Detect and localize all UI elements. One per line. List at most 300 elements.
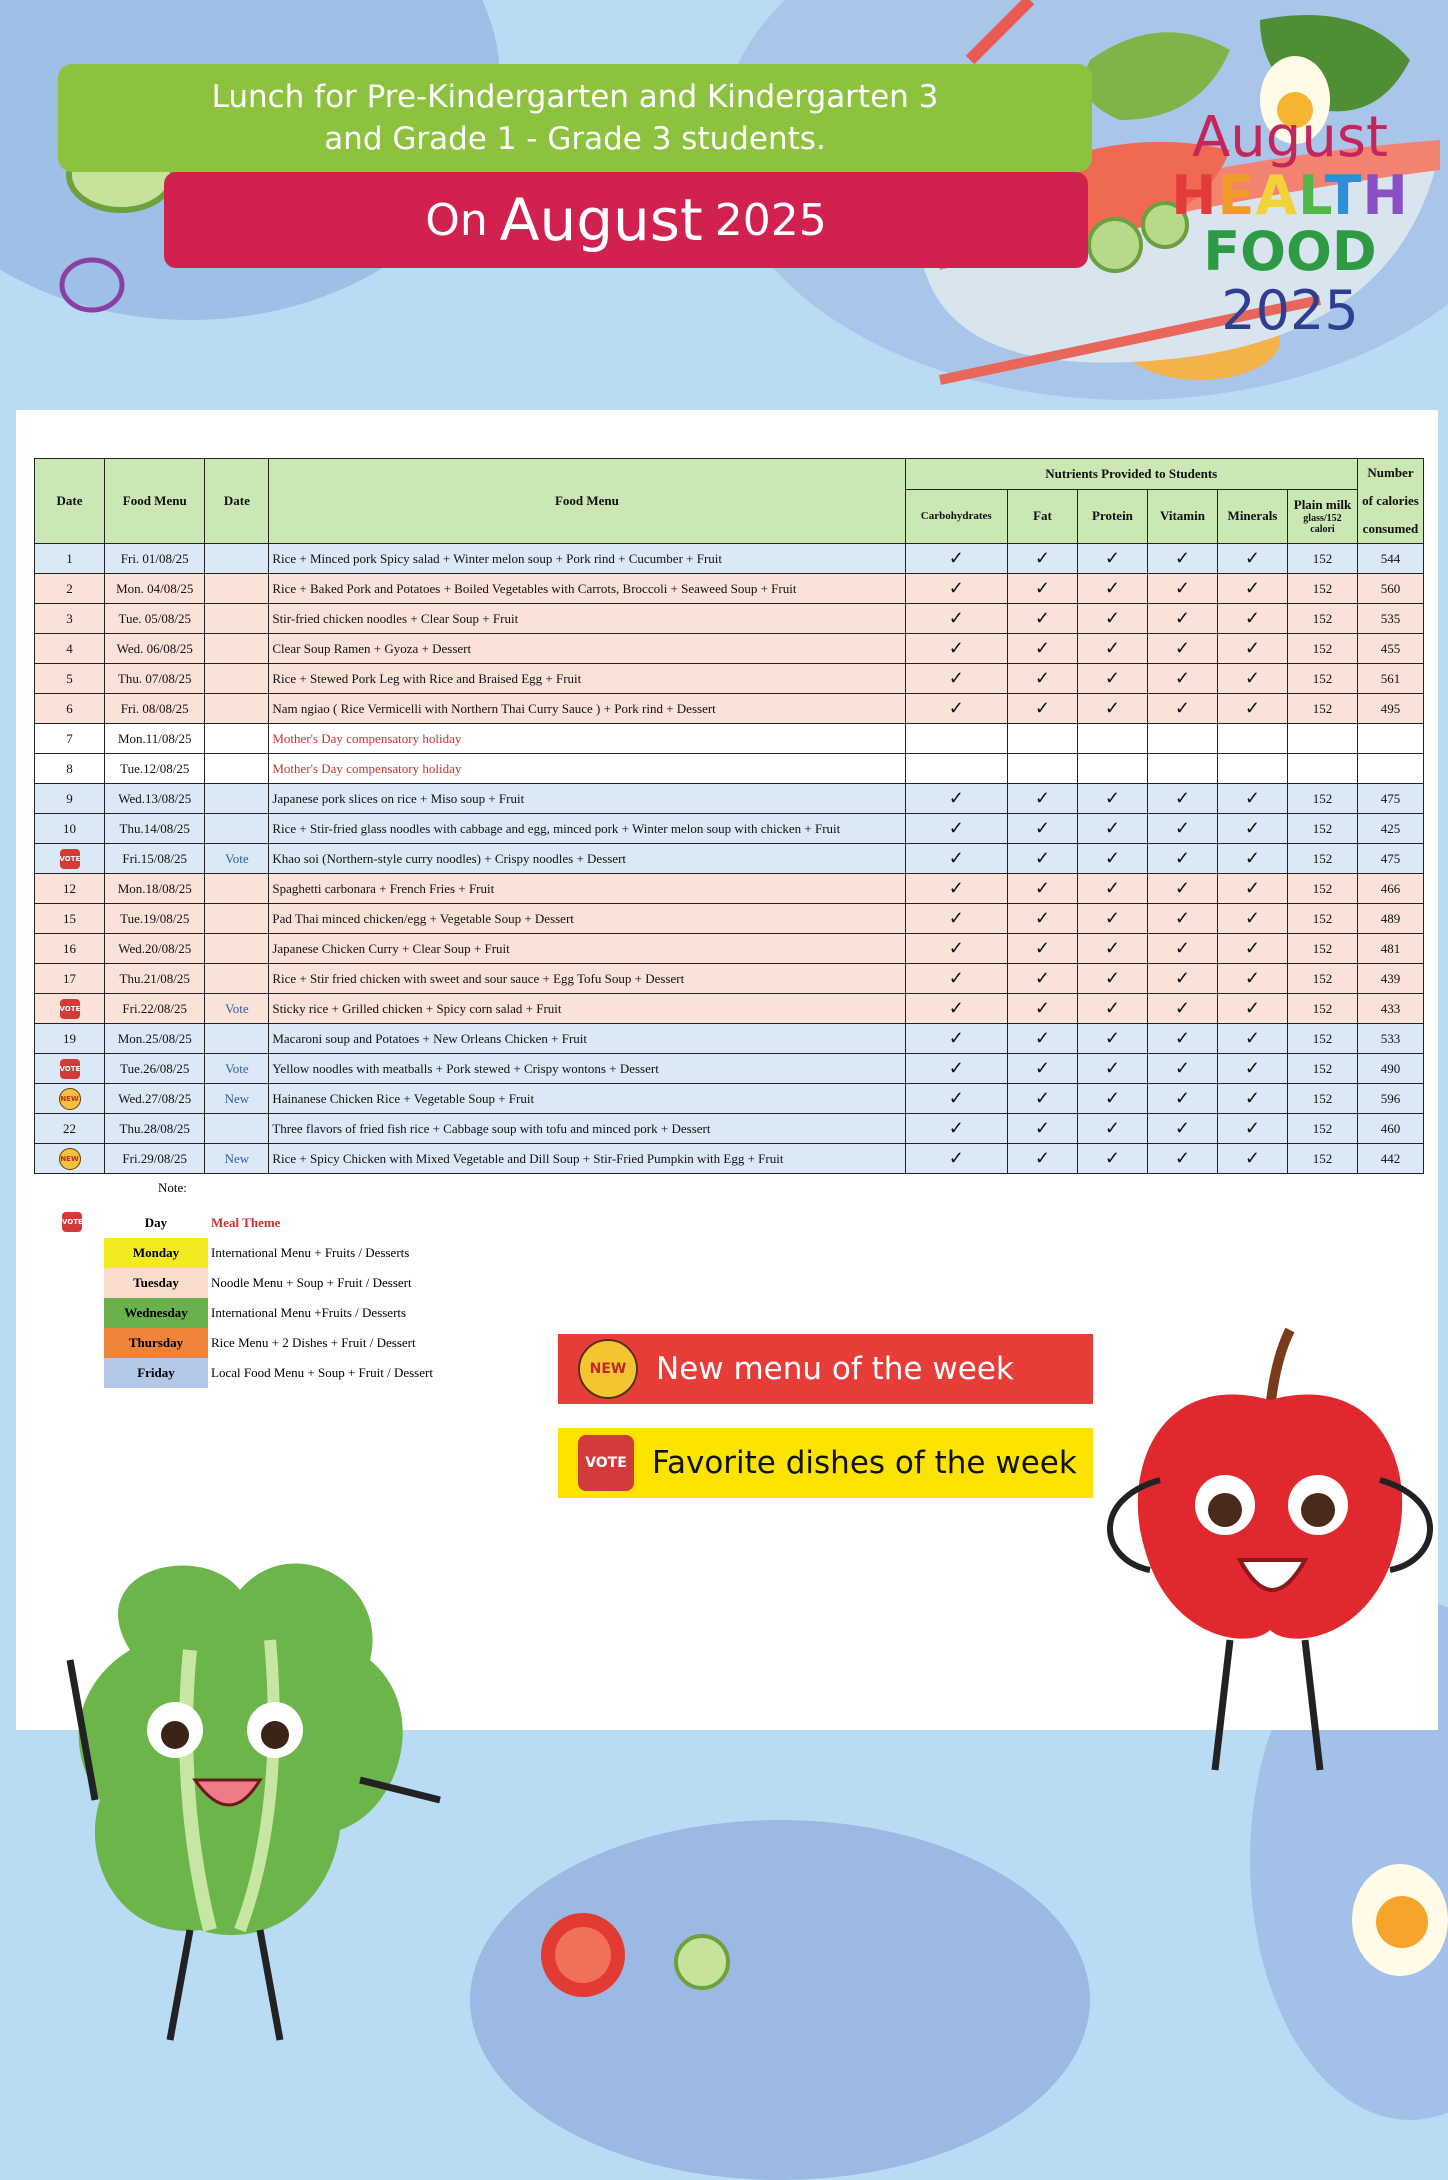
check-minerals: ✓ <box>1217 604 1287 634</box>
row-date: Thu.14/08/25 <box>105 814 205 844</box>
row-menu: Spaghetti carbonara + French Fries + Fruit <box>269 874 905 904</box>
row-menu: Mother's Day compensatory holiday <box>269 754 905 784</box>
check-protein: ✓ <box>1077 844 1147 874</box>
legend-day: Monday <box>104 1238 208 1268</box>
row-tag <box>205 964 269 994</box>
logo-health-letter: E <box>1217 164 1256 227</box>
row-calories: 475 <box>1357 844 1423 874</box>
audience-line-2: and Grade 1 - Grade 3 students. <box>324 121 826 157</box>
table-row <box>35 1144 1424 1174</box>
row-menu: Nam ngiao ( Rice Vermicelli with Northern Thai Curry Sauce ) + Pork rind + Dessert <box>269 694 905 724</box>
check-vitamin: ✓ <box>1147 544 1217 574</box>
check-protein: ✓ <box>1077 814 1147 844</box>
check-vitamin: ✓ <box>1147 1144 1217 1174</box>
check-carb: ✓ <box>905 1054 1007 1084</box>
check-carb: ✓ <box>905 844 1007 874</box>
row-number: 8 <box>35 754 105 784</box>
row-tag: Vote <box>205 1054 269 1084</box>
row-menu: Pad Thai minced chicken/egg + Vegetable Soup + Dessert <box>269 904 905 934</box>
row-calories: 439 <box>1357 964 1423 994</box>
row-milk: 152 <box>1287 814 1357 844</box>
legend-body <box>104 1208 436 1388</box>
row-badge-cell <box>35 1054 105 1084</box>
row-calories: 560 <box>1357 574 1423 604</box>
check-carb: ✓ <box>905 934 1007 964</box>
empty-cell <box>1217 724 1287 754</box>
check-minerals: ✓ <box>1217 664 1287 694</box>
legend-row <box>104 1238 436 1268</box>
row-number: 12 <box>35 874 105 904</box>
row-tag <box>205 604 269 634</box>
egg-half <box>1340 1860 1448 1980</box>
table-row <box>35 874 1424 904</box>
row-menu: Japanese Chicken Curry + Clear Soup + Fruit <box>269 934 905 964</box>
check-carb: ✓ <box>905 1114 1007 1144</box>
table-row <box>35 934 1424 964</box>
row-date: Wed.27/08/25 <box>105 1084 205 1114</box>
new-icon: NEW <box>59 1088 81 1110</box>
header-fat: Fat <box>1007 489 1077 543</box>
tomato-slice <box>538 1910 628 2000</box>
row-menu: Rice + Stir fried chicken with sweet and sour sauce + Egg Tofu Soup + Dessert <box>269 964 905 994</box>
check-protein: ✓ <box>1077 694 1147 724</box>
check-carb: ✓ <box>905 604 1007 634</box>
header-plain-milk-label: Plain milk <box>1293 497 1352 513</box>
vote-icon: VOTE <box>578 1435 634 1491</box>
row-date: Thu.28/08/25 <box>105 1114 205 1144</box>
check-vitamin: ✓ <box>1147 844 1217 874</box>
row-number: 5 <box>35 664 105 694</box>
row-date: Mon. 04/08/25 <box>105 574 205 604</box>
row-number: 22 <box>35 1114 105 1144</box>
check-fat: ✓ <box>1007 1024 1077 1054</box>
table-row <box>35 1054 1424 1084</box>
check-minerals: ✓ <box>1217 964 1287 994</box>
row-date: Wed.13/08/25 <box>105 784 205 814</box>
check-fat: ✓ <box>1007 1054 1077 1084</box>
check-fat: ✓ <box>1007 604 1077 634</box>
favorite-dishes-callout <box>558 1428 1093 1498</box>
check-fat: ✓ <box>1007 784 1077 814</box>
logo-health-letter: H <box>1362 164 1409 227</box>
row-milk: 152 <box>1287 664 1357 694</box>
row-date: Wed. 06/08/25 <box>105 634 205 664</box>
check-vitamin: ✓ <box>1147 934 1217 964</box>
row-badge-cell <box>35 844 105 874</box>
table-row <box>35 1084 1424 1114</box>
check-fat: ✓ <box>1007 844 1077 874</box>
check-protein: ✓ <box>1077 634 1147 664</box>
legend-row <box>104 1268 436 1298</box>
month-banner-on: On <box>425 194 488 246</box>
header-nutrients: Nutrients Provided to Students <box>905 459 1357 490</box>
row-menu: Three flavors of fried fish rice + Cabbage soup with tofu and minced pork + Dessert <box>269 1114 905 1144</box>
row-menu: Sticky rice + Grilled chicken + Spicy corn salad + Fruit <box>269 994 905 1024</box>
check-minerals: ✓ <box>1217 1114 1287 1144</box>
check-protein: ✓ <box>1077 544 1147 574</box>
row-calories: 544 <box>1357 544 1423 574</box>
check-protein: ✓ <box>1077 664 1147 694</box>
table-row <box>35 784 1424 814</box>
row-menu: Japanese pork slices on rice + Miso soup + Fruit <box>269 784 905 814</box>
row-date: Tue.26/08/25 <box>105 1054 205 1084</box>
legend-theme: Local Food Menu + Soup + Fruit / Dessert <box>211 1365 433 1380</box>
check-vitamin: ✓ <box>1147 664 1217 694</box>
row-date: Tue.19/08/25 <box>105 904 205 934</box>
check-vitamin: ✓ <box>1147 814 1217 844</box>
row-menu: Hainanese Chicken Rice + Vegetable Soup + Fruit <box>269 1084 905 1114</box>
check-protein: ✓ <box>1077 1084 1147 1114</box>
audience-banner <box>58 64 1092 172</box>
check-protein: ✓ <box>1077 994 1147 1024</box>
check-vitamin: ✓ <box>1147 1054 1217 1084</box>
logo-year: 2025 <box>1221 279 1359 342</box>
row-menu: Rice + Stewed Pork Leg with Rice and Braised Egg + Fruit <box>269 664 905 694</box>
legend-day: Friday <box>104 1358 208 1388</box>
audience-line-1: Lunch for Pre-Kindergarten and Kindergarten 3 <box>211 79 939 115</box>
background-shape <box>470 1820 1090 2180</box>
check-protein: ✓ <box>1077 874 1147 904</box>
row-date: Thu.21/08/25 <box>105 964 205 994</box>
row-calories: 433 <box>1357 994 1423 1024</box>
header-carbohydrates: Carbohydrates <box>905 489 1007 543</box>
check-fat: ✓ <box>1007 904 1077 934</box>
check-minerals: ✓ <box>1217 1054 1287 1084</box>
check-protein: ✓ <box>1077 784 1147 814</box>
logo-food: FOOD <box>1203 220 1377 283</box>
row-milk: 152 <box>1287 904 1357 934</box>
apple-character-illustration <box>1100 1320 1440 1790</box>
row-number: 4 <box>35 634 105 664</box>
onion-ring <box>56 254 128 316</box>
check-carb: ✓ <box>905 994 1007 1024</box>
row-calories: 533 <box>1357 1024 1423 1054</box>
row-date: Fri. 01/08/25 <box>105 544 205 574</box>
header-plain-milk <box>1287 489 1357 543</box>
month-banner-year: 2025 <box>714 194 827 246</box>
check-minerals: ✓ <box>1217 544 1287 574</box>
row-menu: Rice + Baked Pork and Potatoes + Boiled Vegetables with Carrots, Broccoli + Seaweed Soup + Fruit <box>269 574 905 604</box>
check-vitamin: ✓ <box>1147 964 1217 994</box>
new-icon: NEW <box>59 1148 81 1170</box>
check-protein: ✓ <box>1077 1054 1147 1084</box>
row-milk: 152 <box>1287 574 1357 604</box>
check-carb: ✓ <box>905 814 1007 844</box>
table-row <box>35 1114 1424 1144</box>
header-plain-milk-unit: glass/152 calori <box>1303 513 1342 536</box>
row-number: 3 <box>35 604 105 634</box>
row-milk: 152 <box>1287 994 1357 1024</box>
check-carb: ✓ <box>905 544 1007 574</box>
row-date: Fri.22/08/25 <box>105 994 205 1024</box>
table-row <box>35 904 1424 934</box>
empty-cell <box>1077 754 1147 784</box>
row-tag <box>205 544 269 574</box>
check-carb: ✓ <box>905 904 1007 934</box>
vote-icon: VOTE <box>62 1212 82 1232</box>
row-menu: Rice + Spicy Chicken with Mixed Vegetable and Dill Soup + Stir-Fried Pumpkin with Egg + Fruit <box>269 1144 905 1174</box>
row-badge-cell <box>35 1084 105 1114</box>
check-vitamin: ✓ <box>1147 874 1217 904</box>
check-minerals: ✓ <box>1217 574 1287 604</box>
legend-row <box>104 1358 436 1388</box>
table-row <box>35 724 1424 754</box>
check-protein: ✓ <box>1077 1144 1147 1174</box>
row-tag <box>205 874 269 904</box>
header-calories-3: consumed <box>1362 521 1419 536</box>
legend-day: Tuesday <box>104 1268 208 1298</box>
check-vitamin: ✓ <box>1147 634 1217 664</box>
check-minerals: ✓ <box>1217 784 1287 814</box>
check-vitamin: ✓ <box>1147 994 1217 1024</box>
header-vitamin: Vitamin <box>1147 489 1217 543</box>
check-vitamin: ✓ <box>1147 784 1217 814</box>
row-date: Mon.11/08/25 <box>105 724 205 754</box>
row-calories: 561 <box>1357 664 1423 694</box>
row-number: 17 <box>35 964 105 994</box>
row-milk: 152 <box>1287 634 1357 664</box>
check-fat: ✓ <box>1007 1114 1077 1144</box>
row-date: Mon.18/08/25 <box>105 874 205 904</box>
legend-theme: Rice Menu + 2 Dishes + Fruit / Dessert <box>211 1335 416 1350</box>
health-food-logo <box>1140 105 1440 342</box>
check-carb: ✓ <box>905 964 1007 994</box>
check-fat: ✓ <box>1007 1144 1077 1174</box>
legend-theme: International Menu + Fruits / Desserts <box>211 1245 410 1260</box>
check-protein: ✓ <box>1077 964 1147 994</box>
row-number: 1 <box>35 544 105 574</box>
check-fat: ✓ <box>1007 694 1077 724</box>
note-label: Note: <box>158 1180 187 1195</box>
check-carb: ✓ <box>905 694 1007 724</box>
row-tag <box>205 934 269 964</box>
check-minerals: ✓ <box>1217 844 1287 874</box>
check-minerals: ✓ <box>1217 1144 1287 1174</box>
table-row <box>35 664 1424 694</box>
logo-health <box>1140 164 1440 227</box>
row-milk: 152 <box>1287 1054 1357 1084</box>
logo-health-letter: T <box>1324 164 1363 227</box>
month-banner <box>164 172 1088 268</box>
row-badge-cell <box>35 1144 105 1174</box>
check-fat: ✓ <box>1007 934 1077 964</box>
check-protein: ✓ <box>1077 1024 1147 1054</box>
row-tag: Vote <box>205 844 269 874</box>
check-protein: ✓ <box>1077 574 1147 604</box>
header-calories-2: of calories <box>1362 493 1419 508</box>
check-minerals: ✓ <box>1217 1024 1287 1054</box>
row-milk: 152 <box>1287 1084 1357 1114</box>
check-fat: ✓ <box>1007 574 1077 604</box>
row-calories: 535 <box>1357 604 1423 634</box>
logo-health-letter: A <box>1255 164 1299 227</box>
header-no: Date <box>35 459 105 544</box>
check-minerals: ✓ <box>1217 814 1287 844</box>
check-fat: ✓ <box>1007 994 1077 1024</box>
row-milk: 152 <box>1287 844 1357 874</box>
row-menu: Rice + Minced pork Spicy salad + Winter melon soup + Pork rind + Cucumber + Fruit <box>269 544 905 574</box>
row-date: Mon.25/08/25 <box>105 1024 205 1054</box>
check-vitamin: ✓ <box>1147 1084 1217 1114</box>
row-number: 6 <box>35 694 105 724</box>
row-date: Fri. 08/08/25 <box>105 694 205 724</box>
row-milk: 152 <box>1287 544 1357 574</box>
row-tag: New <box>205 1084 269 1114</box>
check-fat: ✓ <box>1007 1084 1077 1114</box>
header-calories-1: Number <box>1367 465 1414 480</box>
row-calories: 466 <box>1357 874 1423 904</box>
row-menu: Khao soi (Northern-style curry noodles) + Crispy noodles + Dessert <box>269 844 905 874</box>
check-minerals: ✓ <box>1217 904 1287 934</box>
row-calories: 460 <box>1357 1114 1423 1144</box>
row-number: 19 <box>35 1024 105 1054</box>
empty-cell <box>1147 754 1217 784</box>
new-menu-text: New menu of the week <box>656 1351 1014 1387</box>
vote-icon: VOTE <box>60 1059 80 1079</box>
legend-day: Wednesday <box>104 1298 208 1328</box>
table-row <box>35 964 1424 994</box>
empty-cell <box>905 724 1007 754</box>
new-icon: NEW <box>578 1339 638 1399</box>
row-milk: 152 <box>1287 1144 1357 1174</box>
legend-theme: International Menu +Fruits / Desserts <box>211 1305 407 1320</box>
row-calories: 442 <box>1357 1144 1423 1174</box>
row-number: 10 <box>35 814 105 844</box>
table-row <box>35 544 1424 574</box>
row-calories: 481 <box>1357 934 1423 964</box>
empty-cell <box>1217 754 1287 784</box>
check-fat: ✓ <box>1007 874 1077 904</box>
empty-cell <box>1007 754 1077 784</box>
table-row <box>35 1024 1424 1054</box>
header-food-menu-left: Food Menu <box>105 459 205 544</box>
header-calories <box>1357 459 1423 544</box>
menu-table-body <box>35 544 1424 1174</box>
check-minerals: ✓ <box>1217 874 1287 904</box>
row-tag <box>205 574 269 604</box>
header-food-menu: Food Menu <box>269 459 905 544</box>
header-protein: Protein <box>1077 489 1147 543</box>
row-calories: 425 <box>1357 814 1423 844</box>
check-fat: ✓ <box>1007 634 1077 664</box>
row-tag <box>205 754 269 784</box>
row-tag <box>205 904 269 934</box>
table-row <box>35 574 1424 604</box>
legend-theme-header: Meal Theme <box>211 1215 281 1230</box>
check-fat: ✓ <box>1007 544 1077 574</box>
empty-cell <box>1287 724 1357 754</box>
row-tag: Vote <box>205 994 269 1024</box>
check-carb: ✓ <box>905 874 1007 904</box>
empty-cell <box>1357 724 1423 754</box>
row-milk: 152 <box>1287 964 1357 994</box>
row-milk: 152 <box>1287 604 1357 634</box>
row-menu: Rice + Stir-fried glass noodles with cabbage and egg, minced pork + Winter melon soup with chicken + Fruit <box>269 814 905 844</box>
row-date: Tue.12/08/25 <box>105 754 205 784</box>
legend-theme: Noodle Menu + Soup + Fruit / Dessert <box>211 1275 412 1290</box>
check-carb: ✓ <box>905 634 1007 664</box>
row-number: 2 <box>35 574 105 604</box>
table-row <box>35 754 1424 784</box>
empty-cell <box>1007 724 1077 754</box>
row-calories: 495 <box>1357 694 1423 724</box>
check-protein: ✓ <box>1077 934 1147 964</box>
row-milk: 152 <box>1287 934 1357 964</box>
row-date: Fri.15/08/25 <box>105 844 205 874</box>
empty-cell <box>1147 724 1217 754</box>
cucumber-slice <box>673 1933 731 1991</box>
check-carb: ✓ <box>905 784 1007 814</box>
row-date: Fri.29/08/25 <box>105 1144 205 1174</box>
check-vitamin: ✓ <box>1147 904 1217 934</box>
row-number: 9 <box>35 784 105 814</box>
empty-cell <box>1287 754 1357 784</box>
row-date: Thu. 07/08/25 <box>105 664 205 694</box>
row-number: 16 <box>35 934 105 964</box>
logo-health-letter: H <box>1171 164 1218 227</box>
empty-cell <box>1077 724 1147 754</box>
table-row <box>35 994 1424 1024</box>
check-vitamin: ✓ <box>1147 1114 1217 1144</box>
row-tag <box>205 694 269 724</box>
row-tag <box>205 664 269 694</box>
row-calories: 596 <box>1357 1084 1423 1114</box>
row-date: Wed.20/08/25 <box>105 934 205 964</box>
row-menu: Stir-fried chicken noodles + Clear Soup + Fruit <box>269 604 905 634</box>
lunch-menu-table <box>34 458 1424 1174</box>
logo-month: August <box>1192 105 1388 170</box>
table-row <box>35 814 1424 844</box>
header-minerals: Minerals <box>1217 489 1287 543</box>
row-calories: 475 <box>1357 784 1423 814</box>
row-menu: Yellow noodles with meatballs + Pork stewed + Crispy wontons + Dessert <box>269 1054 905 1084</box>
legend-row <box>104 1298 436 1328</box>
row-milk: 152 <box>1287 784 1357 814</box>
legend-row <box>104 1328 436 1358</box>
row-menu: Mother's Day compensatory holiday <box>269 724 905 754</box>
row-tag <box>205 1114 269 1144</box>
check-minerals: ✓ <box>1217 694 1287 724</box>
empty-cell <box>1357 754 1423 784</box>
check-fat: ✓ <box>1007 964 1077 994</box>
row-tag <box>205 634 269 664</box>
month-banner-month: August <box>499 186 703 254</box>
check-vitamin: ✓ <box>1147 574 1217 604</box>
row-milk: 152 <box>1287 1114 1357 1144</box>
check-minerals: ✓ <box>1217 994 1287 1024</box>
row-badge-cell <box>35 994 105 1024</box>
check-carb: ✓ <box>905 1084 1007 1114</box>
favorite-dishes-text: Favorite dishes of the week <box>652 1445 1077 1481</box>
check-protein: ✓ <box>1077 604 1147 634</box>
check-vitamin: ✓ <box>1147 694 1217 724</box>
table-row <box>35 604 1424 634</box>
check-vitamin: ✓ <box>1147 604 1217 634</box>
check-carb: ✓ <box>905 1024 1007 1054</box>
check-protein: ✓ <box>1077 904 1147 934</box>
row-tag <box>205 724 269 754</box>
row-number: 15 <box>35 904 105 934</box>
check-minerals: ✓ <box>1217 1084 1287 1114</box>
row-calories: 489 <box>1357 904 1423 934</box>
check-vitamin: ✓ <box>1147 1024 1217 1054</box>
check-carb: ✓ <box>905 574 1007 604</box>
check-fat: ✓ <box>1007 814 1077 844</box>
legend-day-header: Day <box>144 1215 168 1230</box>
check-protein: ✓ <box>1077 1114 1147 1144</box>
row-tag: New <box>205 1144 269 1174</box>
legend-day: Thursday <box>104 1328 208 1358</box>
